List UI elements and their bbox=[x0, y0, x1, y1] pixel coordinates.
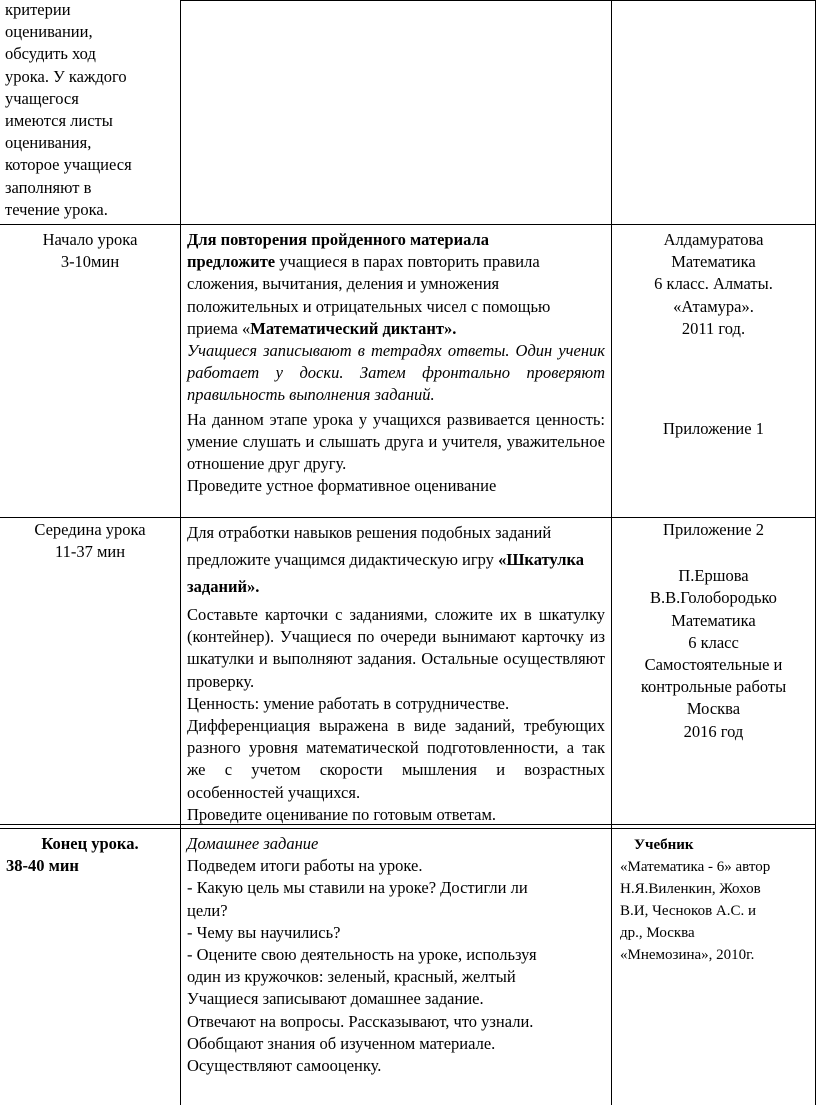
grid-line bbox=[0, 828, 816, 829]
resource-line: В.И, Чесноков А.С. и bbox=[620, 903, 757, 919]
grid-line bbox=[0, 517, 816, 518]
paragraph: Ценность: умение работать в сотрудничестве. bbox=[187, 693, 510, 713]
grid-line bbox=[180, 0, 816, 1]
row1-activities bbox=[187, 229, 605, 497]
resource-line: др., Москва bbox=[620, 925, 695, 941]
paragraph bbox=[187, 519, 605, 600]
text-line: течение урока. bbox=[5, 199, 108, 219]
text-line: Учащиеся записывают домашнее задание. bbox=[187, 989, 484, 1009]
stage-time: 38-40 мин bbox=[6, 856, 79, 876]
text-line: один из кружочков: зеленый, красный, желтый bbox=[187, 967, 516, 987]
text: Для отработки навыков решения подобных заданий предложите учащимся дидактическую игру bbox=[187, 523, 552, 569]
bold-text: «Шкатулка заданий». bbox=[187, 550, 585, 596]
text-line: - Какую цель мы ставили на уроке? Достигли ли bbox=[187, 878, 528, 898]
text-line: Отвечают на вопросы. Рассказывают, что узнали. bbox=[187, 1011, 534, 1031]
row2-stage bbox=[0, 519, 180, 563]
resource-line: «Мнемозина», 2010г. bbox=[620, 947, 755, 963]
resource-line: Алдамуратова bbox=[663, 230, 764, 249]
text-line: оценивании, bbox=[5, 22, 93, 42]
row3-resources bbox=[620, 834, 812, 966]
stage-title: Начало урока bbox=[42, 230, 138, 249]
text-line: учащегося bbox=[5, 88, 79, 108]
resource-line: 6 класс bbox=[688, 632, 739, 652]
text-line: критерии bbox=[5, 0, 71, 19]
row3-activities bbox=[187, 833, 605, 1077]
resource-line: 2011 год. bbox=[681, 318, 746, 338]
text-line: оценивания, bbox=[5, 133, 92, 153]
text-line: имеются листы bbox=[5, 111, 113, 131]
row0-col1 bbox=[5, 0, 177, 221]
text-line: урока. У каждого bbox=[5, 66, 127, 86]
resource-line: Математика bbox=[671, 252, 756, 272]
row1-stage bbox=[0, 229, 180, 273]
appendix-label: Приложение 1 bbox=[663, 419, 764, 439]
bold-text: Математический диктант». bbox=[250, 318, 457, 338]
italic-text: Домашнее задание bbox=[187, 834, 319, 853]
stage-time: 11-37 мин bbox=[54, 542, 126, 562]
stage-title: Конец урока. bbox=[41, 834, 139, 853]
resource-line: Москва bbox=[686, 699, 741, 719]
text-line: Осуществляют самооценку. bbox=[187, 1056, 382, 1076]
stage-title: Середина урока bbox=[34, 520, 146, 539]
resource-line: П.Ершова bbox=[678, 566, 749, 586]
grid-line bbox=[180, 0, 181, 1105]
resource-line: 6 класс. Алматы. bbox=[654, 274, 773, 294]
paragraph: Составьте карточки с заданиями, сложите их в шкатулку (контейнер). Учащиеся по очереди вынимают карточку из шкатулки и выполняют задания. Остальные осуществляют проверку. bbox=[187, 605, 605, 691]
paragraph: На данном этапе урока у учащихся развивается ценность: умение слушать и слышать друга и учителя, уважительное отношение друг другу. bbox=[187, 409, 605, 474]
italic-heading bbox=[187, 833, 605, 855]
text: учащиеся в парах повторить правила сложения, вычитания, деления и умножения положительных и отрицательных чисел с помощью приема « bbox=[187, 252, 551, 338]
resource-line: Самостоятельные и bbox=[644, 655, 783, 675]
paragraph: Проведите устное формативное оценивание bbox=[187, 476, 497, 496]
text-line: Обобщают знания об изученном материале. bbox=[187, 1033, 496, 1053]
row3-stage bbox=[0, 833, 180, 877]
text-line: - Чему вы научились? bbox=[187, 922, 341, 942]
appendix-label: Приложение 2 bbox=[663, 520, 764, 539]
stage-time: 3-10мин bbox=[60, 252, 120, 272]
resource-line: Н.Я.Виленкин, Жохов bbox=[620, 881, 761, 897]
grid-line bbox=[0, 224, 816, 225]
resource-line: «Атамура». bbox=[673, 296, 754, 316]
resource-line: «Математика - 6» автор bbox=[620, 859, 771, 875]
text-line: обсудить ход bbox=[5, 44, 96, 64]
text-line: Подведем итоги работы на уроке. bbox=[187, 856, 423, 876]
resource-line: контрольные работы bbox=[640, 677, 787, 697]
resource-line: В.В.Голобородько bbox=[650, 588, 777, 608]
italic-text: Учащиеся записывают в тетрадях ответы. Один ученик работает у доски. Затем фронтально проверяют правильность выполнения заданий. bbox=[187, 341, 605, 405]
text-line: заполняют в bbox=[5, 177, 92, 197]
bold-text: Для повторения пройденного материала bbox=[187, 230, 490, 249]
resource-line: Математика bbox=[671, 610, 756, 630]
text-line: которое учащиеся bbox=[5, 155, 132, 175]
bold-text: предложите bbox=[187, 252, 276, 272]
italic-paragraph bbox=[187, 340, 605, 407]
row2-activities bbox=[187, 519, 605, 826]
paragraph bbox=[187, 229, 605, 340]
resource-line: 2016 год bbox=[683, 721, 744, 741]
text-line: цели? bbox=[187, 900, 228, 920]
row2-resources bbox=[612, 519, 815, 743]
row1-resources bbox=[612, 229, 815, 440]
text-line: - Оцените свою деятельность на уроке, используя bbox=[187, 945, 537, 965]
resource-title: Учебник bbox=[634, 837, 694, 853]
paragraph: Дифференциация выражена в виде заданий, требующих разного уровня математической подготовленности, а так же с учетом скорости мышления и возрастных особенностей учащихся. bbox=[187, 716, 605, 802]
paragraph: Проведите оценивание по готовым ответам. bbox=[187, 804, 497, 824]
